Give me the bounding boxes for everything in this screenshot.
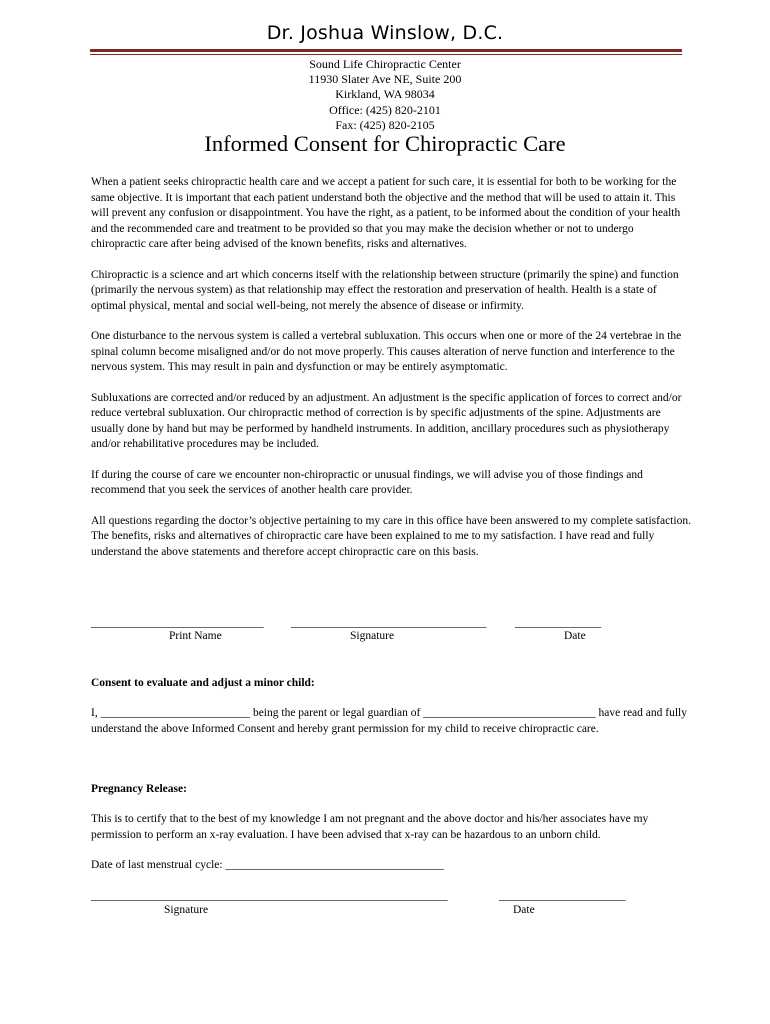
pregnancy-signature-label: Signature xyxy=(164,904,209,916)
date-field[interactable]: _______________ xyxy=(515,617,602,629)
header-rule-thin xyxy=(90,54,682,55)
date-label: Date xyxy=(564,630,586,642)
paragraph-acknowledgement: All questions regarding the doctor’s objective pertaining to my care in this office have been answered to my complete satisfaction. The benefits, risks and alternatives of chiropractic care have been explained to me to my satisfaction. I have read and fully understand the above statements and therefore accept chiropractic care on this basis. xyxy=(91,514,691,558)
paragraph-objective: When a patient seeks chiropractic health care and we accept a patient for such care, it is essential for both to be working for the same objective. It is important that each patient understand both the objective and the method that will be used to attain it. This will prevent any confusion or disappointment. You have the right, as a patient, to be informed about the condition of your health and the recommended care and treatment to be provided so that you may make the decision whether or not to undergo chiropractic care after being advised of the known benefits, risks and alternatives. xyxy=(91,176,681,250)
print-name-label: Print Name xyxy=(169,630,222,642)
print-name-field[interactable]: ______________________________ xyxy=(91,617,264,629)
address-line-office-phone: Office: (425) 820-2101 xyxy=(329,102,441,117)
address-line-clinic: Sound Life Chiropractic Center xyxy=(309,57,461,71)
pregnancy-signature-field[interactable]: ______________________________________________________________ xyxy=(91,890,448,902)
doctor-name: Dr. Joshua Winslow, D.C. xyxy=(266,22,504,44)
paragraph-adjustment: Subluxations are corrected and/or reduced by an adjustment. An adjustment is the specific application of forces to correct and/or reduce vertebral subluxation. Our chiropractic method of correction is by specific adjustments of the spine. Adjustments are usually done by hand but may be performed by handheld instruments. In addition, ancillary procedures such as physiotherapy and/or rehabilitative procedures may be included. xyxy=(91,391,682,450)
pregnancy-date-label: Date xyxy=(513,904,535,916)
pregnancy-date-field[interactable]: ______________________ xyxy=(499,890,626,902)
header-rule-thick xyxy=(90,49,682,52)
address-line-city: Kirkland, WA 98034 xyxy=(335,87,435,102)
minor-consent-heading: Consent to evaluate and adjust a minor child: xyxy=(91,677,315,689)
address-line-street: 11930 Slater Ave NE, Suite 200 xyxy=(308,72,462,87)
paragraph-subluxation: One disturbance to the nervous system is called a vertebral subluxation. This occurs when one or more of the 24 vertebrae in the spinal column become misaligned and/or do not move properly. This causes alteration of nerve function and interference to the nervous system. This may result in pain and dysfunction or may be entirely asymptomatic. xyxy=(91,330,682,373)
document-title: Informed Consent for Chiropractic Care xyxy=(204,131,566,156)
clinic-address xyxy=(0,57,770,133)
signature-field[interactable]: __________________________________ xyxy=(291,617,487,629)
paragraph-chiropractic-definition: Chiropractic is a science and art which concerns itself with the relationship between structure (primarily the spine) and function (primarily the nervous system) as that relationship may effect the restoration and preservation of health. Health is a state of optimal physical, mental and social well-being, not merely the absence of disease or infirmity. xyxy=(91,268,679,312)
menstrual-cycle-field[interactable]: Date of last menstrual cycle: ______________________________________ xyxy=(91,859,444,871)
pregnancy-release-text: This is to certify that to the best of my knowledge I am not pregnant and the above doctor and his/her associates have my permission to perform an x-ray evaluation. I have been advised that x-ray can be hazardous to an unborn child. xyxy=(91,813,649,841)
consent-body xyxy=(91,175,691,575)
minor-consent-text: I, __________________________ being the parent or legal guardian of ______________________________ have read and fully understand the above Informed Consent and hereby grant permission for my child to receive chiropractic care. xyxy=(91,707,687,735)
paragraph-findings: If during the course of care we encounter non-chiropractic or unusual findings, we will advise you of those findings and recommend that you seek the services of another health care provider. xyxy=(91,468,643,496)
pregnancy-release-heading: Pregnancy Release: xyxy=(91,783,187,795)
address-line-fax: Fax: (425) 820-2105 xyxy=(335,117,435,132)
signature-label: Signature xyxy=(350,630,395,642)
